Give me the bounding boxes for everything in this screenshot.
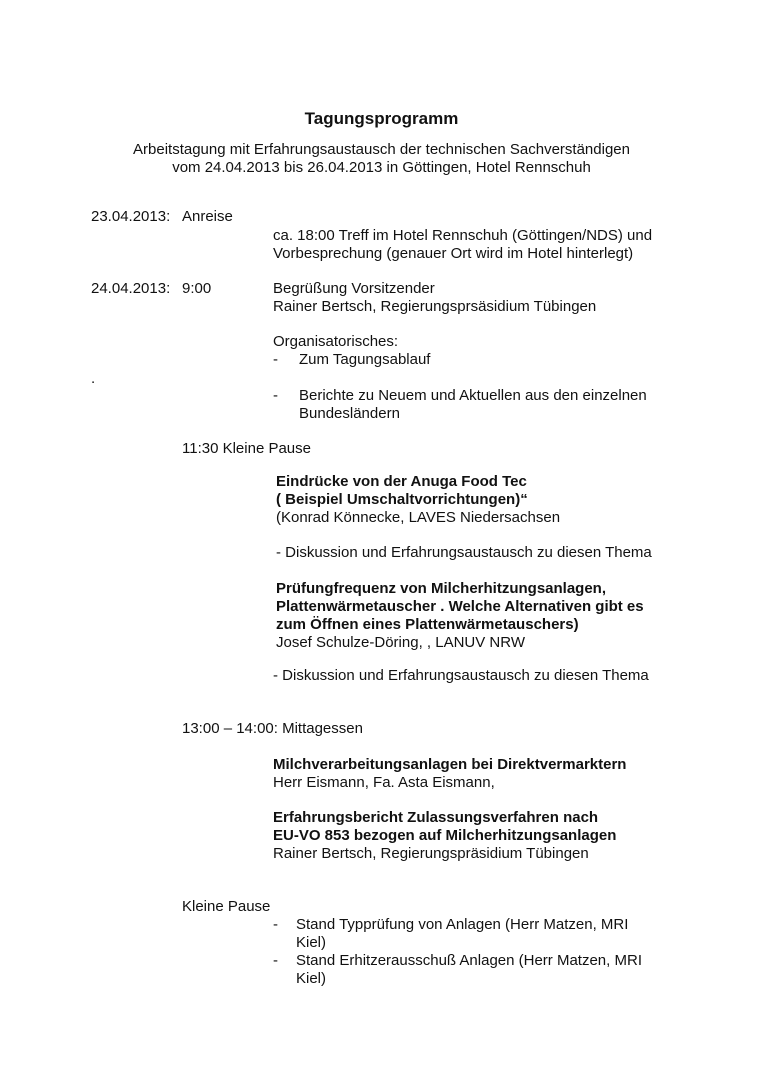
talk4-speaker: Rainer Bertsch, Regierungspräsidium Tübingen	[273, 845, 589, 862]
final-item-1-line-2: Kiel)	[296, 934, 327, 951]
final-item-2-line-2: Kiel)	[296, 970, 327, 987]
org-item-2-line-1: Berichte zu Neuem und Aktuellen aus den einzelnen	[299, 387, 647, 404]
day1-line-2: Vorbesprechung (genauer Ort wird im Hotel hinterlegt)	[273, 245, 634, 262]
welcome-speaker: Rainer Bertsch, Regierungsprsäsidium Tübingen	[273, 298, 597, 315]
bullet-dash: -	[273, 387, 278, 404]
talk2-discussion: - Diskussion und Erfahrungsaustausch zu diesen Thema	[273, 667, 649, 684]
talk2-title-line-2: Plattenwärmetauscher . Welche Alternativen gibt es	[276, 598, 644, 615]
talk1-title-line-2: ( Beispiel Umschaltvorrichtungen)“	[276, 491, 528, 508]
talk3-speaker: Herr Eismann, Fa. Asta Eismann,	[273, 774, 495, 791]
break-1: 11:30 Kleine Pause	[182, 440, 311, 457]
welcome-title: Begrüßung Vorsitzender	[273, 280, 435, 297]
lunch-break: 13:00 – 14:00: Mittagessen	[182, 720, 363, 737]
stray-dot: .	[91, 370, 96, 387]
org-heading: Organisatorisches:	[273, 333, 399, 350]
talk1-discussion: - Diskussion und Erfahrungsaustausch zu diesen Thema	[276, 544, 652, 561]
day1-date: 23.04.2013:	[91, 208, 171, 225]
final-item-1-line-1: Stand Typprüfung von Anlagen (Herr Matzen, MRI	[296, 916, 629, 933]
break-2: Kleine Pause	[182, 898, 271, 915]
bullet-dash: -	[273, 351, 278, 368]
talk3-title: Milchverarbeitungsanlagen bei Direktvermarktern	[273, 756, 627, 773]
day1-line-1: ca. 18:00 Treff im Hotel Rennschuh (Göttingen/NDS) und	[273, 227, 653, 244]
subtitle-line-1: Arbeitstagung mit Erfahrungsaustausch der technischen Sachverständigen	[133, 141, 630, 158]
bullet-dash: -	[273, 952, 278, 969]
day1-label: Anreise	[182, 208, 233, 225]
day2-date: 24.04.2013:	[91, 280, 171, 297]
subtitle-line-2: vom 24.04.2013 bis 26.04.2013 in Göttingen, Hotel Rennschuh	[172, 159, 591, 176]
talk2-speaker: Josef Schulze-Döring, , LANUV NRW	[276, 634, 525, 651]
org-item-2-line-2: Bundesländern	[299, 405, 400, 422]
talk1-speaker: (Konrad Könnecke, LAVES Niedersachsen	[276, 509, 561, 526]
page-title: Tagungsprogramm	[304, 109, 459, 128]
talk4-title-line-2: EU-VO 853 bezogen auf Milcherhitzungsanlagen	[273, 827, 617, 844]
talk4-title-line-1: Erfahrungsbericht Zulassungsverfahren nach	[273, 809, 599, 826]
talk2-title-line-3: zum Öffnen eines Plattenwärmetauschers)	[276, 616, 579, 633]
talk2-title-line-1: Prüfungfrequenz von Milcherhitzungsanlagen,	[276, 580, 607, 597]
final-item-2-line-1: Stand Erhitzerausschuß Anlagen (Herr Matzen, MRI	[296, 952, 642, 969]
bullet-dash: -	[273, 916, 278, 933]
day2-time: 9:00	[182, 280, 212, 297]
talk1-title-line-1: Eindrücke von der Anuga Food Tec	[276, 473, 527, 490]
org-item-1: Zum Tagungsablauf	[299, 351, 431, 368]
